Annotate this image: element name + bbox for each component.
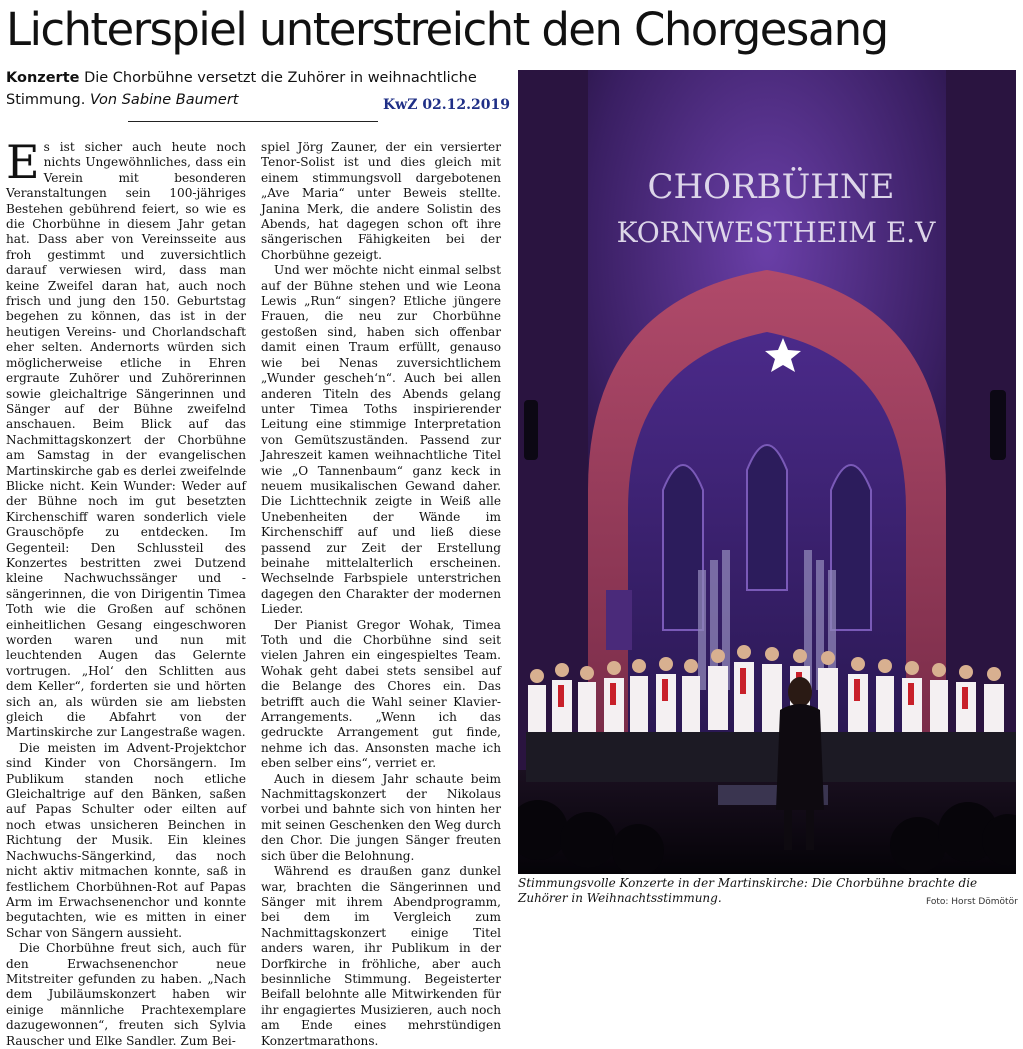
projection-line-1: CHORBÜHNE (647, 167, 895, 207)
article-paragraph: Die meisten im Advent-Projektchor sind Kinder von Chorsängern. Im Publikum standen noch etliche Gleichaltrige auf den Bänken, saßen auf Papas Schulter oder eilten auf noch etwas unsicheren Beinchen in Richtung der Musik. Ein kleines Nachwuchs-Sängerkind, das noch nicht aktiv mitmachen konnte, saß in festlichem Chorbühnen-Rot auf Papas Arm im Erwachsenenchor und konnte begutachten, wie es mitten in einer Schar von Sängern aussieht. (6, 740, 246, 940)
date-stamp: KwZ 02.12.2019 (383, 97, 510, 113)
article-paragraph: Auch in diesem Jahr schaute beim Nachmittagskonzert der Nikolaus vorbei und bahnte sich von hinten her mit seinen Geschenken den Weg durch den Chor. Die jungen Sänger freuten sich über die Belohnung. (261, 771, 501, 863)
concert-photo (518, 70, 1016, 874)
article-paragraph: Während es draußen ganz dunkel war, brachten die Sängerinnen und Sänger mit ihrem Abendprogramm, bei dem im Vergleich zum Nachmittagskonzert einige Titel anders waren, ihr Publikum in der Dorfkirche in fröhliche, aber auch besinnliche Stimmung. Begeisterter Beifall belohnte alle Mitwirkenden für ihr engagiertes Musizieren, auch noch am Ende eines mehrstündigen Konzertmarathons. (261, 864, 501, 1048)
photo-credit: Foto: Horst Dömötör (926, 897, 1018, 907)
article-column-2 (261, 140, 501, 1049)
photo-caption: Stimmungsvolle Konzerte in der Martinskirche: Die Chorbühne brachte die Zuhörer in Weihnachtsstimmung. (518, 876, 978, 905)
dropcap: E (6, 135, 40, 189)
article-paragraph (6, 135, 246, 741)
teaser-text: Die Chorbühne versetzt die Zuhörer in weihnachtliche Stimmung. (6, 70, 477, 108)
article-column-1 (6, 135, 246, 1049)
church-illustration (518, 70, 1016, 874)
article-paragraph: spiel Jörg Zauner, der ein versierter Tenor-Solist ist und dies gleich mit einem stimmungsvoll dargebotenen „Ave Maria“ unter Beweis stellte. Janina Merk, die andere Solistin des Abends, hat dagegen schon oft ihre sängerischen Fähigkeiten bei der Chorbühne gezeigt. (261, 140, 501, 262)
article-paragraph: Und wer möchte nicht einmal selbst auf der Bühne stehen und wie Leona Lewis „Run“ singen? Etliche jüngere Frauen, die neu zur Chorbühne gestoßen sind, haben sich offenbar damit einen Traum erfüllt, genauso wie bei Nenas zuversichtlichem „Wunder gescheh‘n“. Auch bei allen anderen Titeln des Abends gelang unter Timea Toths inspirierender Leitung eine stimmige Interpretation von Gemütszuständen. Passend zur Jahreszeit kamen weihnachtliche Titel wie „O Tannenbaum“ ganz keck in neuem musikalischen Gewand daher. Die Lichttechnik zeigte in Weiß alle Unebenheiten der Wände im Kirchenschiff auf und ließ diese passend zur Zeit der Erstellung beinahe mittelalterlich erscheinen. Wechselnde Farbspiele unterstrichen dagegen den Charakter der modernen Lieder. (261, 263, 501, 617)
teaser-keyword: Konzerte (6, 70, 80, 86)
article-paragraph: Die Chorbühne freut sich, auch für den Erwachsenenchor neue Mitstreiter gefunden zu haben. „Nach dem Jubiläumskonzert haben wir einige männliche Prachtexemplare dazugewonnen“, freuten sich Sylvia Rauscher und Elke Sandler. Zum Bei- (6, 941, 246, 1048)
headline: Lichterspiel unterstreicht den Chorgesang (6, 3, 888, 56)
projection-line-2: KORNWESTHEIM E.V (616, 216, 936, 249)
article-paragraph: Der Pianist Gregor Wohak, Timea Toth und die Chorbühne sind seit vielen Jahren ein eingespieltes Team. Wohak geht dabei stets sensibel auf die Belange des Chores ein. Das betrifft auch die Wahl seiner Klavier-Arrangements. „Wenn ich das gedruckte Arrangement gut finde, nehme ich das. Ansonsten mache ich eben selber eins“, verriet er. (261, 617, 501, 771)
teaser-author: Von Sabine Baumert (89, 92, 239, 108)
teaser-rule (128, 121, 378, 122)
paragraph-text: s ist sicher auch heute noch nichts Ungewöhnliches, dass ein Verein mit besonderen Veranstaltungen sein 100-jähriges Bestehen gebührend feiert, so wie es die Chorbühne in diesem Jahr getan hat. Dass aber von Vereinsseite aus froh gestimmt und zuversichtlich darauf verwiesen wird, dass man keine Zweifel daran hat, auch noch frisch und jung den 150. Geburtstag begehen zu können, das ist in der heutigen Vereins- und Chorlandschaft eher selten. Andernorts würden sich möglicherweise etliche in Ehren ergraute Zuhörer und Zuhörerinnen sowie gleichaltrige Sängerinnen und Sänger auf der Bühne zweifelnd anschauen. Beim Blick auf das Nachmittagskonzert der Chorbühne am Samstag in der evangelischen Martinskirche gab es derlei zweifelnde Blicke nicht. Kein Wunder: Weder auf der Bühne noch im gut besetzten Kirchenschiff waren sonderlich viele Grauschöpfe zu entdecken. Im Gegenteil: Den Schlussteil des Konzertes bestritten zwei Dutzend kleine Nachwuchssänger und -sängerinnen, die von Dirigentin Timea Toth wie die Großen auf schönen einheitlichen Gesang eingeschworen worden waren und nun mit leuchtenden Augen das Gelernte vortrugen. „Hol‘ den Schlitten aus dem Keller“, forderten sie und hörten sich an, als würden sie am liebsten gleich die Abfahrt von der Martinskirche zur Langestraße wagen. (6, 140, 246, 740)
